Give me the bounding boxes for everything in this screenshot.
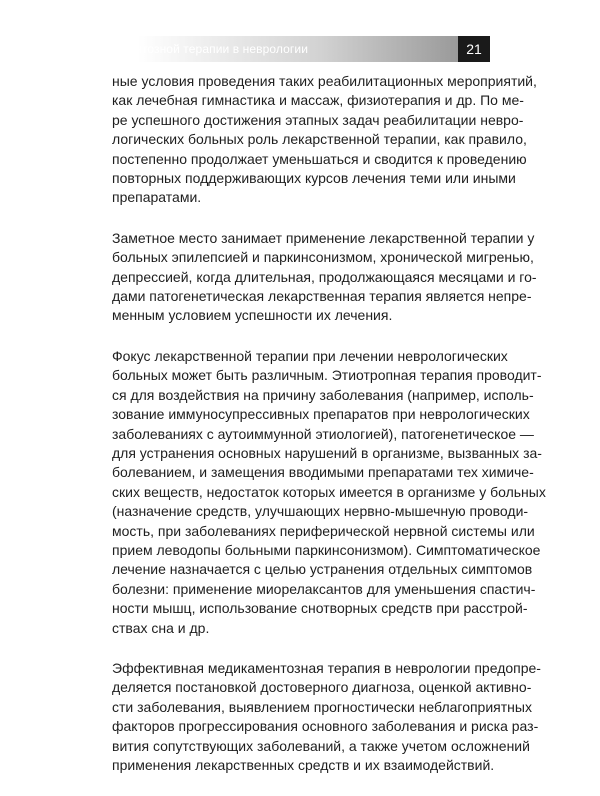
running-header	[0, 36, 600, 62]
text-line: болезни: применение миорелаксантов для уменьшения спастич-	[112, 580, 536, 597]
text-line: лечение назначается с целью устранения отдельных симптомов	[112, 561, 533, 578]
text-line: постепенно продолжает уменьшаться и сводится к проведению	[112, 150, 527, 167]
paragraph-4	[112, 659, 541, 775]
text-line: повторных поддерживающих курсов лечения теми или иными	[112, 170, 516, 187]
text-line: препаратами.	[112, 189, 202, 206]
text-line: мость, при заболеваниях периферической нервной системы или	[112, 522, 535, 539]
text-line: зование иммуносупрессивных препаратов при неврологических	[112, 406, 530, 423]
text-line: заболеваниях с аутоиммунной этиологией), патогенетическое —	[112, 425, 534, 442]
text-line: применения лекарственных средств и их взаимодействий.	[112, 757, 495, 773]
text-line: ности мышц, использование снотворных средств при расстрой-	[112, 600, 528, 617]
text-line: болеванием, и замещения вводимыми препаратами тех химиче-	[112, 464, 534, 481]
text-line: ствах сна и др.	[112, 619, 210, 636]
text-line: ре успешного достижения этапных задач реабилитации невро-	[112, 111, 524, 128]
text-line: ные условия проведения таких реабилитационных мероприятий,	[112, 73, 537, 89]
text-line: факторов прогрессирования основного заболевания и риска раз-	[112, 718, 539, 735]
text-line: для устранения основных нарушений в организме, вызванных за-	[112, 444, 542, 461]
header-bar	[0, 36, 458, 62]
body-text	[112, 72, 546, 796]
text-line: (назначение средств, улучшающих нервно-мышечную проводи-	[112, 503, 529, 520]
text-line: сти заболевания, выявлением прогностически неблагоприятных	[112, 698, 532, 715]
text-line: как лечебная гимнастика и массаж, физиотерапия и др. По ме-	[112, 92, 524, 109]
page-number: 21	[458, 36, 490, 62]
text-line: Фокус лекарственной терапии при лечении неврологических	[112, 347, 508, 364]
running-title: Роль медикаментозной терапии в неврологии	[47, 42, 308, 56]
text-line: Заметное место занимает применение лекарственной терапии у	[112, 229, 535, 246]
paragraph-3	[112, 347, 546, 638]
text-line: деляется постановкой достоверного диагноза, оценкой активно-	[112, 679, 532, 696]
text-line: вития сопутствующих заболеваний, а также учетом осложнений	[112, 737, 530, 754]
text-line: прием леводопы больными паркинсонизмом). Симптоматическое	[112, 541, 541, 558]
text-line: дами патогенетическая лекарственная терапия является непре-	[112, 288, 532, 305]
paragraph-2	[112, 229, 537, 326]
text-line: менным условием успешности их лечения.	[112, 307, 393, 324]
text-line: больных может быть различным. Этиотропная терапия проводит-	[112, 367, 542, 384]
paragraph-1	[112, 72, 537, 208]
text-line: больных эпилепсией и паркинсонизмом, хронической мигренью,	[112, 249, 534, 266]
text-line: Эффективная медикаментозная терапия в неврологии предопре-	[112, 659, 541, 676]
text-line: ся для воздействия на причину заболевания (например, исполь-	[112, 386, 534, 403]
text-line: ских веществ, недостаток которых имеется в организме у больных	[112, 483, 546, 500]
text-line: депрессией, когда длительная, продолжающаяся месяцами и го-	[112, 268, 537, 285]
text-line: логических больных роль лекарственной терапии, как правило,	[112, 131, 527, 148]
